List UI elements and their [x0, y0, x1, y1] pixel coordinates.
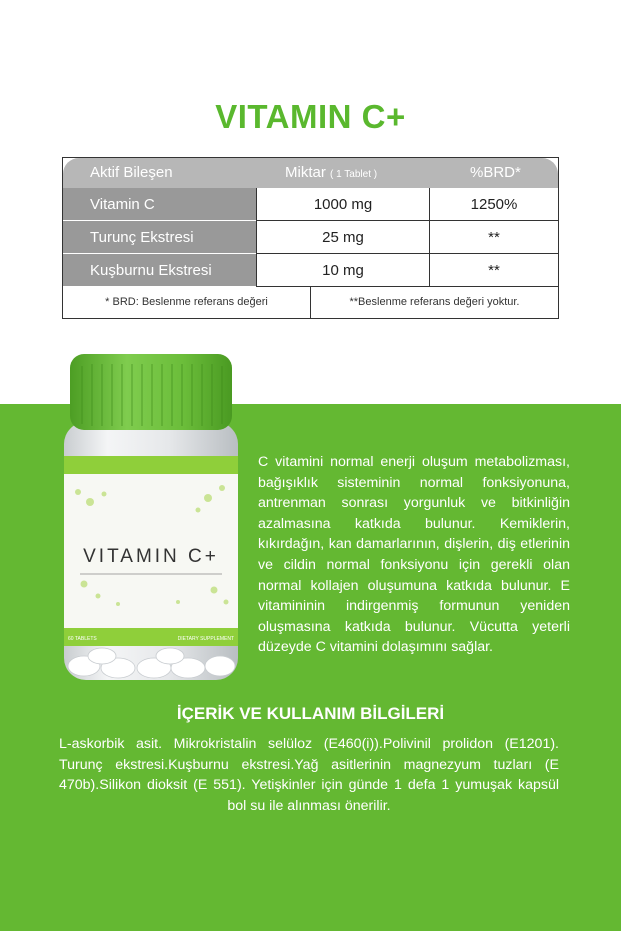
bottle-label: VITAMIN C+ [83, 546, 219, 567]
page-title: VITAMIN C+ [215, 98, 406, 135]
header-amount: Miktar ( 1 Tablet ) [285, 164, 378, 181]
row-amount: 1000 mg [256, 188, 429, 221]
nutrition-table [62, 157, 559, 319]
table-row [63, 221, 558, 254]
row-amount: 10 mg [256, 254, 429, 287]
row-name: Vitamin C [63, 188, 256, 221]
table-footnotes [63, 287, 558, 318]
row-brd: ** [429, 254, 558, 287]
table-row [63, 254, 558, 287]
table-header [63, 158, 558, 188]
table-row [63, 188, 558, 221]
supplement-bottle-image [58, 352, 242, 685]
row-name: Turunç Ekstresi [63, 221, 256, 254]
row-brd: ** [429, 221, 558, 254]
footnote-no-brd: **Beslenme referans değeri yoktur. [349, 296, 520, 308]
header-ingredient: Aktif Bileşen [90, 164, 173, 181]
footnote-brd: * BRD: Beslenme referans değeri [63, 287, 311, 318]
row-amount: 25 mg [256, 221, 429, 254]
usage-title: İÇERİK VE KULLANIM BİLGİLERİ [176, 704, 445, 723]
row-brd: 1250% [429, 188, 558, 221]
header-brd: %BRD* [470, 164, 521, 181]
bottle-supplement-text: DIETARY SUPPLEMENT [177, 636, 234, 642]
usage-text: L-askorbik asit. Mikrokristalin selüloz (E460(i)).Polivinil prolidon (E1201). Turunç ekstresi.Kuşburnu ekstresi.Yağ asitlerinin magnezyum tuzları (E 470b).Silikon dioksit (E 551). Yetişkinler için günde 1 defa 1 yumuşak kapsül bol su ile alınması önerilir. [59, 736, 559, 814]
row-name: Kuşburnu Ekstresi [63, 254, 256, 287]
header-amount-unit: ( 1 Tablet ) [330, 169, 378, 180]
bottle-tablet-count: 60 TABLETS [68, 636, 97, 642]
product-description: C vitamini normal enerji oluşum metabolizması, bağışıklık sisteminin normal fonksiyonuna, antrenman sonrası yorgunluk ve bitkinliğin azalmasına katkıda bulunur. Kemiklerin, kıkırdağın, kan damarlarının, dişlerin, diş etlerinin ve cildin normal fonksiyonu için gerekli olan normal kollajen oluşumuna katkıda bulunur. E vitamininin indirgenmiş formunun yeniden oluşmasına katkıda bulunur. Vücutta yeterli düzeyde C vitamini dolaşımını sağlar. [258, 454, 570, 656]
